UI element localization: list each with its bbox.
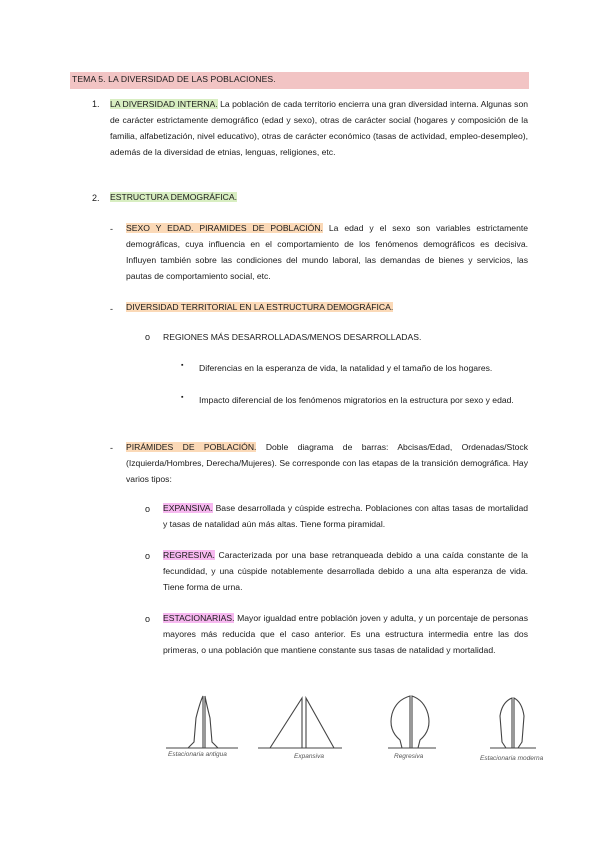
dash-marker: - [110,443,113,453]
paragraph-text: Caracterizada por una base retranqueada debido a una caída [218,550,464,560]
type-regresiva-paragraph [163,548,528,596]
section-1-paragraph [110,97,528,161]
figure-caption: Regresiva [394,753,424,760]
piramides-paragraph [126,440,528,488]
paragraph-text: mortalidad y tasas de natalidad aún más altas. Tiene forma piramidal. [163,503,529,529]
pyramid-shape-estacionaria-antigua [166,696,238,748]
subsection-heading: SEXO Y EDAD. PIRAMIDES DE POBLACIÓN. [126,223,323,233]
pyramid-shape-regresiva [388,696,436,748]
pyramid-shape-expansiva [258,698,342,748]
section-number: 1. [92,99,100,109]
paragraph-text: Base desarrollada y cúspide estrecha. Poblaciones con altas tasas de [215,503,486,513]
diversidad-heading-line [126,300,393,316]
section-heading: ESTRUCTURA DEMOGRÁFICA. [110,192,238,202]
bullet-item: Impacto diferencial de los fenómenos migratorios en la estructura por sexo y edad. [199,395,514,405]
figure-caption: Estacionaria antigua [168,751,227,758]
section-2-heading-line [110,190,237,206]
section-heading: LA DIVERSIDAD INTERNA. [110,99,218,109]
circle-marker: o [145,551,151,561]
circle-marker: o [145,504,151,514]
paragraph-text: de personas mayores más reducida que el caso anterior. Es una estructura intermedia entre las dos primeras, o una población que mantiene constante sus tasas de natalidad y mortalidad. [163,613,528,655]
figure-caption: Expansiva [294,753,324,760]
dash-marker: - [110,304,113,314]
paragraph-text: demográficas, cuya influencia en el comportamiento de los fenómenos demográficos es decisiva. Influyen también sobre las condiciones del mundo laboral, las demandas de bienes y servicios, las pautas de comportamiento social, etc. [126,238,528,281]
paragraph-text: constante de la fecundidad, y una cúspide notablemente desarrollada debido a una alta esperanza de vida. Tiene forma de urna. [163,550,528,592]
subsection-heading: PIRÁMIDES DE POBLACIÓN. [126,442,257,452]
subsection-heading: DIVERSIDAD TERRITORIAL EN LA ESTRUCTURA DEMOGRÁFICA. [126,302,394,312]
section-number: 2. [92,193,100,203]
paragraph-text: Doble diagrama de barras: Abcisas/Edad, Ordenadas/Stock [265,442,529,452]
type-label: ESTACIONARIAS. [163,613,235,623]
paragraph-text: interna. Algunas son de carácter estrictamente demográfico (edad y sexo), otras de carácter social (hogares y composición de la familia, alfabetización, nivel educativo), otras de carácter económico (tasas de actividad, empleo-desempleo), además de la diversidad de etnias, lenguas, religiones, etc. [110,99,529,157]
circle-marker: o [145,332,151,342]
title-bar [70,72,529,89]
page-title: TEMA 5. LA DIVERSIDAD DE LAS POBLACIONES. [72,74,276,84]
bullet-item: Diferencias en la esperanza de vida, la natalidad y el tamaño de los hogares. [199,363,493,373]
type-label: EXPANSIVA. [163,503,213,513]
sexo-edad-paragraph [126,221,528,285]
regiones-text: REGIONES MÁS DESARROLLADAS/MENOS DESARROLLADAS. [163,332,422,342]
pyramid-shape-estacionaria-moderna [490,698,536,748]
square-bullet-marker: ▪ [181,362,184,369]
paragraph-text: Mayor igualdad entre población joven y adulta, y un porcentaje [237,613,478,623]
square-bullet-marker: ▪ [181,394,184,401]
circle-marker: o [145,614,151,624]
type-expansiva-paragraph [163,501,528,533]
dash-marker: - [110,224,113,234]
paragraph-text: La población de cada territorio encierra una gran diversidad [220,99,448,109]
paragraph-text: (Izquierda/Hombres, Derecha/Mujeres). Se corresponde con las etapas de la transición demográfica. Hay varios tipos: [126,457,528,484]
type-estacionarias-paragraph [163,611,528,659]
type-label: REGRESIVA. [163,550,215,560]
paragraph-text: La edad y el sexo son variables estrictamente [328,223,529,233]
figure-caption: Estacionaria moderna [480,755,544,762]
